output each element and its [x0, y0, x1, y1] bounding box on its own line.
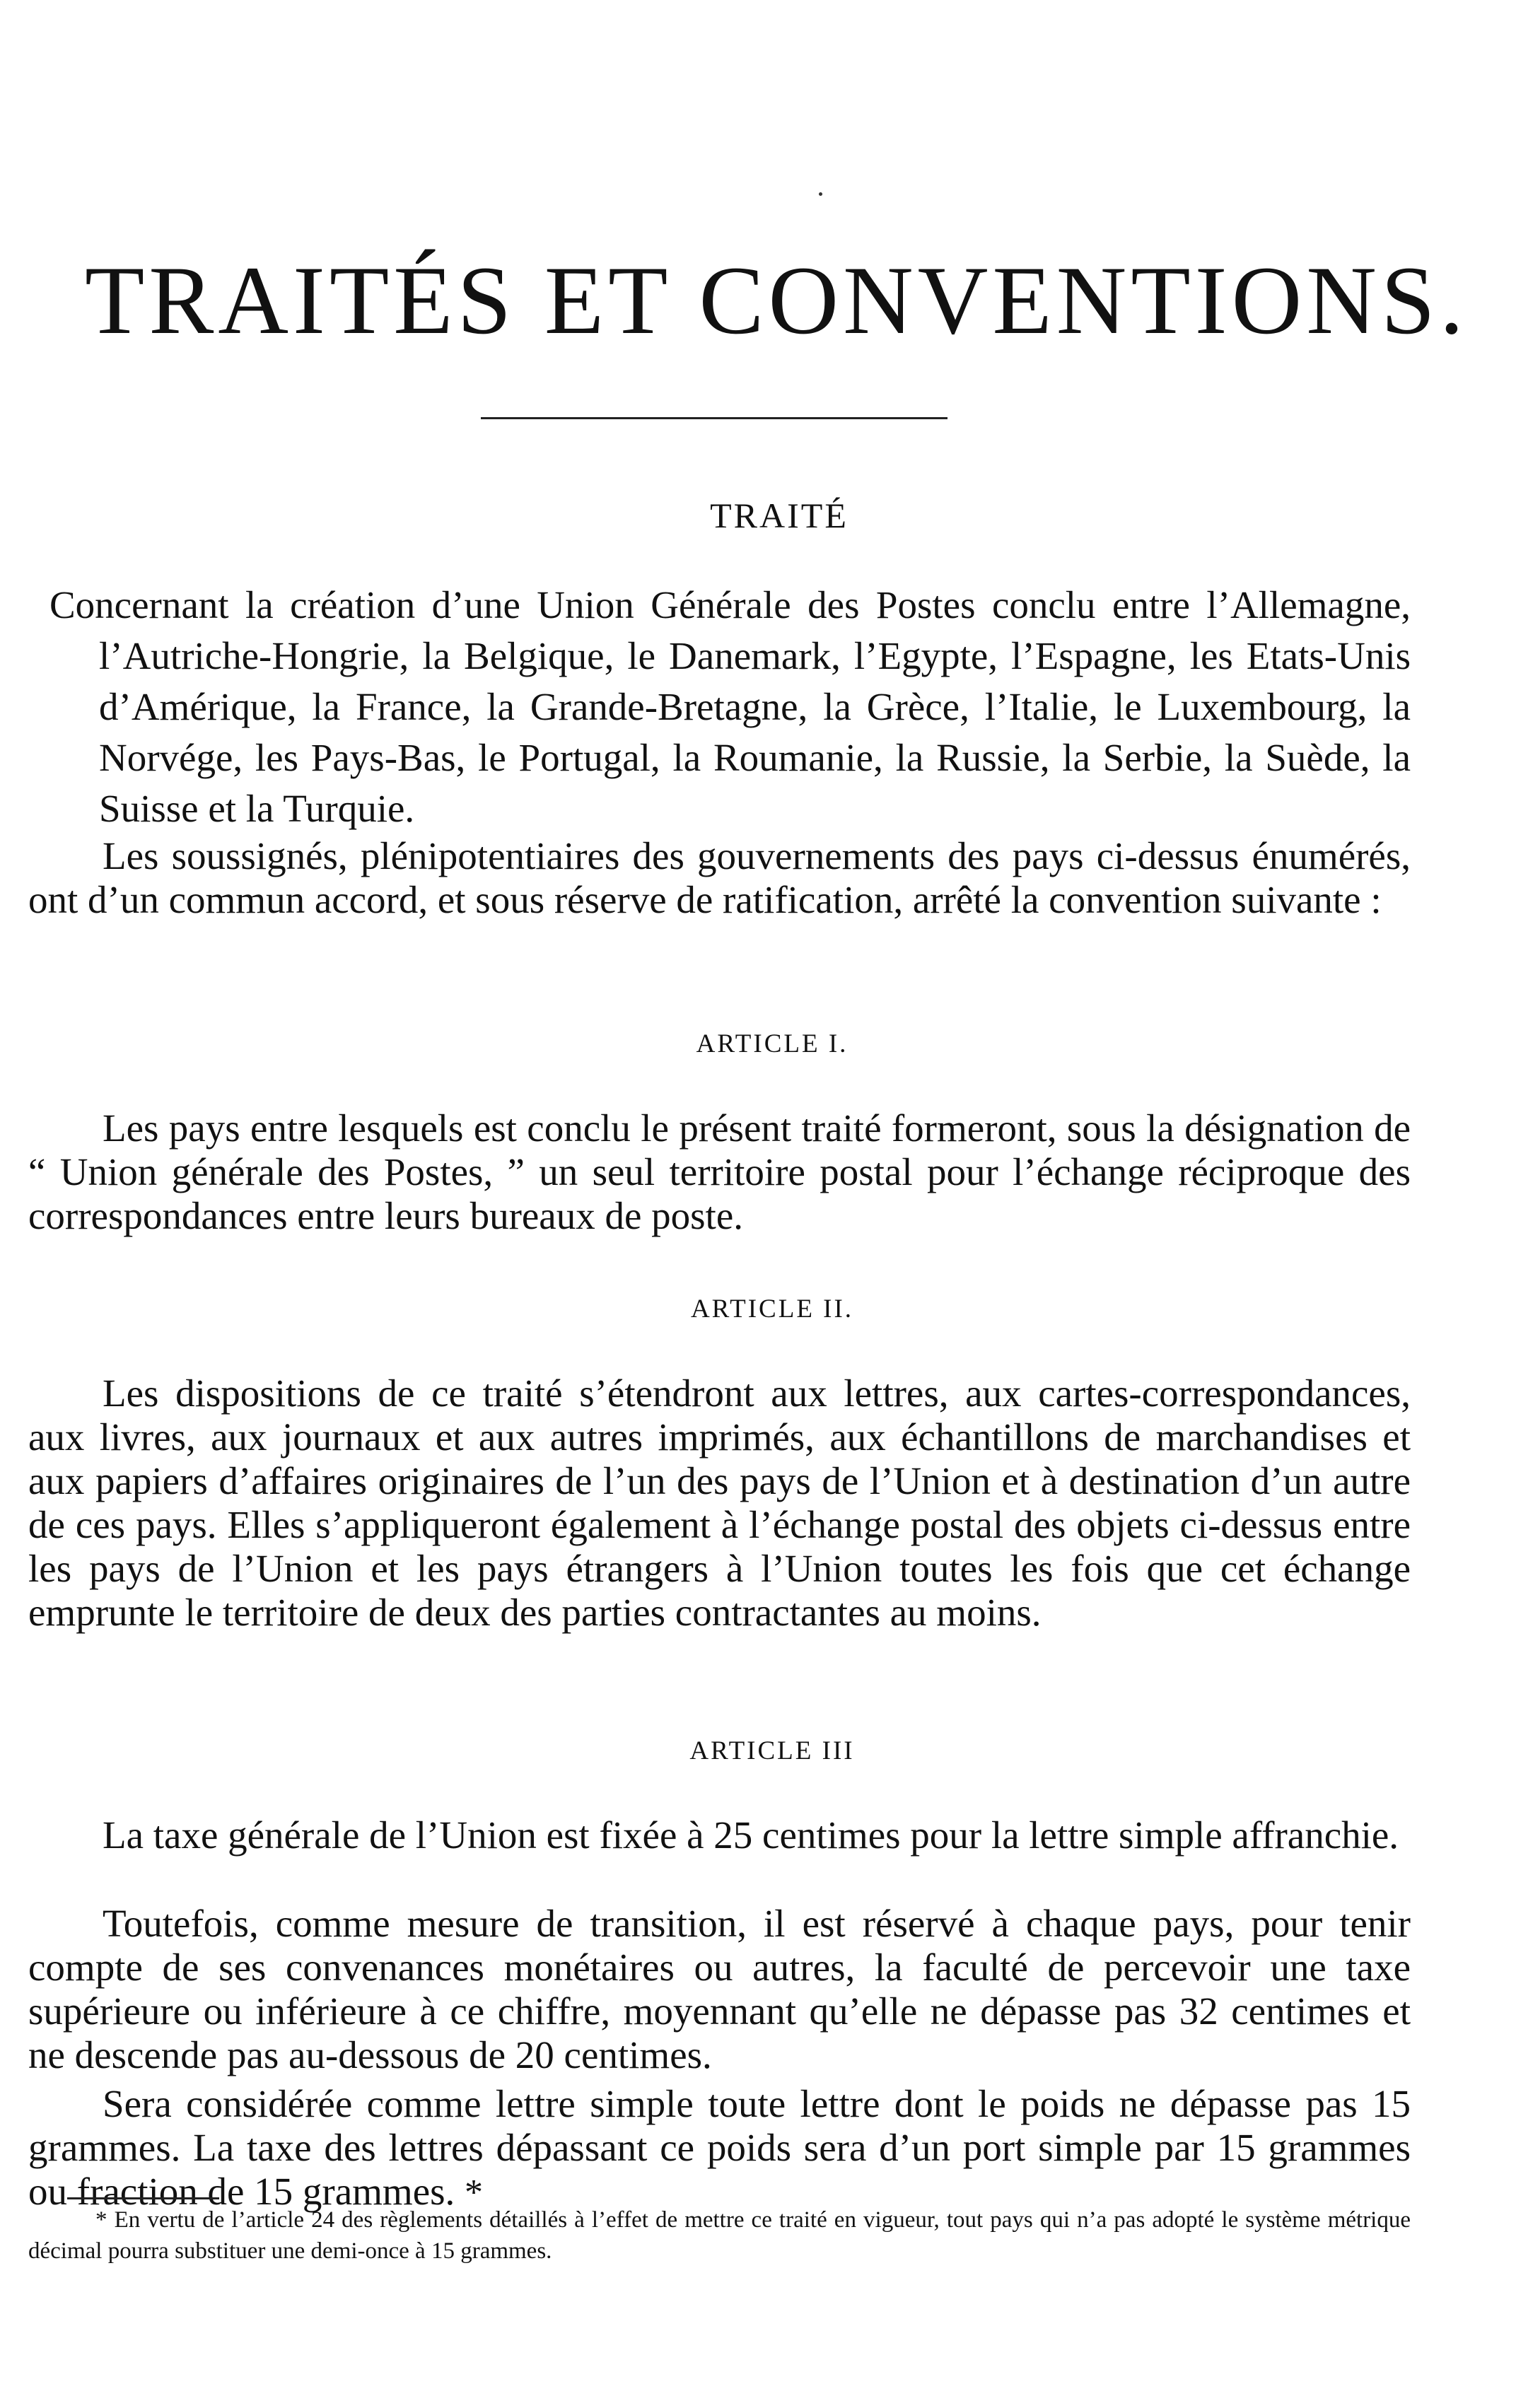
article-2-paragraph: Les dispositions de ce traité s’étendront aux lettres, aux cartes-correspondances, aux livres, aux journaux et aux autres imprimés, aux échantillons de marchandises et aux papiers d’affaires originaires de l’un des pays de l’Union et à destination d’un autre de ces pays. Elles s’appliqueront également à l’échange postal des objets ci-dessus entre les pays de l’Union et les pays étrangers à l’Union toutes les fois que cet échange emprunte le territoire de deux des parties contractantes au moins.: [28, 1372, 1411, 1634]
article-3-paragraph-2: Toutefois, comme mesure de transition, il est réservé à chaque pays, pour tenir compte de ses convenances monétaires ou autres, la faculté de percevoir une taxe supérieure ou inférieure à ce chiffre, moyennant qu’elle ne dépasse pas 32 centimes et ne descende pas au-dessous de 20 centimes.: [28, 1902, 1411, 2076]
print-speck: [819, 192, 822, 196]
section-title: TRAITÉ: [710, 496, 849, 535]
footnote-marker: *: [465, 2173, 484, 2213]
title-divider: [481, 417, 948, 419]
footnote-divider: [67, 2197, 219, 2199]
article-3-paragraph-3-text: Sera considérée comme lettre simple toute lettre dont le poids ne dépasse pas 15 grammes. La taxe des lettres dépassant ce poids sera d’un port simple par 15 grammes ou fraction de 15 grammes.: [28, 2082, 1411, 2213]
article-3-paragraph-3: [28, 2082, 1411, 2215]
article-1-paragraph: Les pays entre lesquels est conclu le présent traité formeront, sous la désignation de “ Union générale des Postes, ” un seul territoire postal pour l’échange réciproque des correspondances entre leurs bureaux de poste.: [28, 1106, 1411, 1237]
article-3-paragraph-1: La taxe générale de l’Union est fixée à 25 centimes pour la lettre simple affranchie.: [103, 1813, 1399, 1857]
article-2-heading: ARTICLE II.: [690, 1294, 854, 1323]
intro-paragraph: Les soussignés, plénipotentiaires des gouvernements des pays ci-dessus énumérés, ont d’un commun accord, et sous réserve de ratification, arrêté la convention suivante :: [28, 834, 1411, 921]
article-1-heading: ARTICLE I.: [696, 1029, 849, 1058]
treaty-preamble: Concernant la création d’une Union Générale des Postes conclu entre l’Allemagne, l’Autriche-Hongrie, la Belgique, le Danemark, l’Egypte, l’Espagne, les Etats-Unis d’Amérique, la France, la Grande-Bretagne, la Grèce, l’Italie, le Luxembourg, la Norvége, les Pays-Bas, le Portugal, la Roumanie, la Russie, la Serbie, la Suède, la Suisse et la Turquie.: [49, 583, 1411, 830]
main-title: TRAITÉS ET CONVENTIONS.: [85, 246, 1469, 354]
footnote: * En vertu de l’article 24 des règlements détaillés à l’effet de mettre ce traité en vigueur, tout pays qui n’a pas adopté le système métrique décimal pourra substituer une demi-once à 15 grammes.: [28, 2207, 1411, 2264]
article-3-heading: ARTICLE III: [689, 1736, 855, 1765]
